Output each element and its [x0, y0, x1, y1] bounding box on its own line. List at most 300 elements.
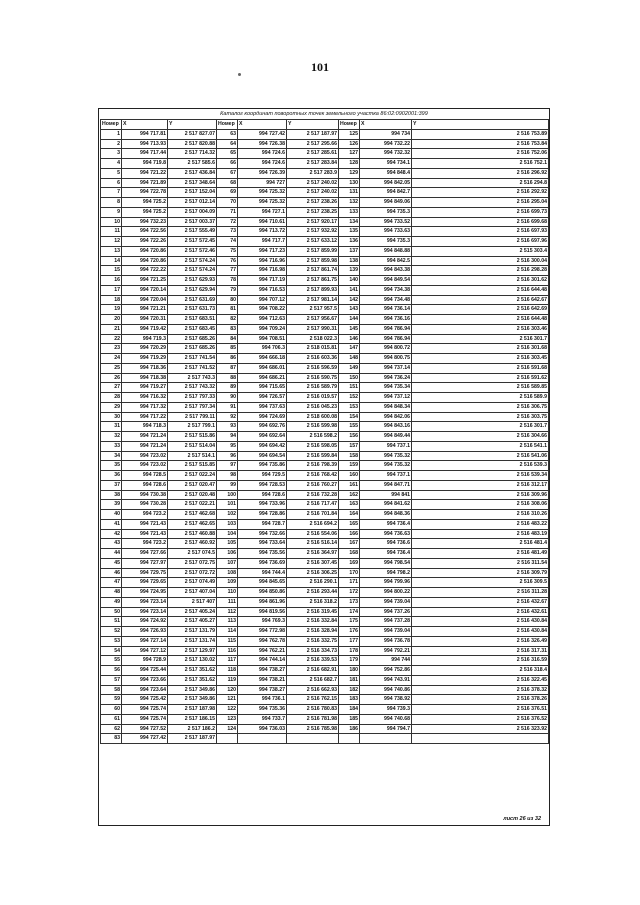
cell-number: 7: [101, 188, 122, 198]
table-row: [101, 636, 549, 646]
cell-x: 994 842.06: [360, 412, 412, 422]
cell-y: 2 516 644.48: [412, 285, 549, 295]
cell-x: 994 726.57: [238, 393, 287, 403]
cell-number: 156: [339, 432, 360, 442]
table-row: [101, 237, 549, 247]
table-row: [101, 480, 549, 490]
cell-x: 994 848.34: [360, 402, 412, 412]
cell-y: 2 517 631.69: [168, 295, 217, 305]
cell-x: 994 738.21: [238, 675, 287, 685]
cell-number: 63: [217, 129, 238, 139]
cell-x: 994 732.22: [360, 139, 412, 149]
cell-y: 2 516 644.48: [412, 315, 549, 325]
cell-y: 2 517 131.74: [168, 636, 217, 646]
cell-x: 994 723.02: [122, 461, 168, 471]
cell-y: 2 516 301.62: [412, 276, 549, 286]
cell-y: 2 516 376.51: [412, 705, 549, 715]
cell-number: 101: [217, 500, 238, 510]
cell-y: 2 516 598.2: [287, 432, 339, 442]
cell-number: 151: [339, 383, 360, 393]
cell-number: [217, 734, 238, 744]
cell-number: 6: [101, 178, 122, 188]
cell-number: 64: [217, 139, 238, 149]
cell-x: 994 849.54: [360, 276, 412, 286]
cell-x: 994 724.95: [122, 588, 168, 598]
cell-y: 2 517 460.88: [168, 529, 217, 539]
cell-number: 161: [339, 480, 360, 490]
table-row: [101, 139, 549, 149]
cell-x: 994 692.76: [238, 422, 287, 432]
cell-y: 2 516 376.52: [412, 714, 549, 724]
table-row: [101, 295, 549, 305]
cell-number: 109: [217, 578, 238, 588]
cell-y: 2 517 633.12: [287, 237, 339, 247]
cell-y: 2 517 020.47: [168, 480, 217, 490]
cell-x: 994 722.22: [122, 266, 168, 276]
cell-x: 994 713.72: [238, 227, 287, 237]
cell-x: 994 727.14: [122, 636, 168, 646]
cell-x: 994 722.56: [122, 227, 168, 237]
cell-x: 994 719.29: [122, 354, 168, 364]
cell-y: 2 516 752.06: [412, 149, 549, 159]
cell-number: 74: [217, 237, 238, 247]
cell-y: 2 516 307.45: [287, 558, 339, 568]
cell-y: 2 516 430.84: [412, 617, 549, 627]
cell-number: 19: [101, 305, 122, 315]
cell-y: 2 516 603.36: [287, 354, 339, 364]
cell-number: 90: [217, 393, 238, 403]
cell-y: 2 517 407: [168, 597, 217, 607]
table-row: [101, 646, 549, 656]
cell-number: 94: [217, 432, 238, 442]
cell-y: 2 516 699.73: [412, 207, 549, 217]
cell-number: 45: [101, 558, 122, 568]
cell-number: [339, 734, 360, 744]
cell-number: 10: [101, 217, 122, 227]
cell-x: 994 717.22: [122, 412, 168, 422]
cell-number: 113: [217, 617, 238, 627]
cell-number: 140: [339, 276, 360, 286]
cell-number: 27: [101, 383, 122, 393]
cell-y: 2 517 743.3: [168, 373, 217, 383]
coordinates-table: [100, 119, 549, 744]
cell-x: 994 727.52: [122, 724, 168, 734]
cell-x: 994 716.96: [238, 256, 287, 266]
cell-y: 2 516 301.7: [412, 422, 549, 432]
cell-y: 2 516 378.32: [412, 685, 549, 695]
cell-x: 994 736.03: [238, 724, 287, 734]
cell-number: 66: [217, 159, 238, 169]
cell-y: 2 517 514.1: [168, 451, 217, 461]
cell-y: 2 517 351.62: [168, 666, 217, 676]
table-row: [101, 354, 549, 364]
table-row: [101, 256, 549, 266]
cell-x: 994 737.26: [360, 607, 412, 617]
cell-y: 2 516 301.7: [412, 334, 549, 344]
cell-y: 2 517 743.32: [168, 383, 217, 393]
cell-number: 75: [217, 246, 238, 256]
cell-x: 994 740.86: [360, 685, 412, 695]
cell-x: 994 737.12: [360, 393, 412, 403]
cell-number: 115: [217, 636, 238, 646]
cell-y: 2 516 019.57: [287, 393, 339, 403]
cell-y: 2 516 295.04: [412, 198, 549, 208]
cell-number: 34: [101, 451, 122, 461]
cell-x: 994 734.38: [360, 285, 412, 295]
cell-number: 17: [101, 285, 122, 295]
cell-x: 994 727.12: [122, 646, 168, 656]
scan-speck: [238, 73, 241, 76]
cell-x: 994 725.2: [122, 198, 168, 208]
cell-y: 2 518 600.08: [287, 412, 339, 422]
cell-number: 160: [339, 471, 360, 481]
table-row: [101, 461, 549, 471]
cell-y: 2 516 300.04: [412, 256, 549, 266]
cell-x: 994 694.42: [238, 441, 287, 451]
table-header-row: [101, 120, 549, 130]
cell-number: 35: [101, 461, 122, 471]
cell-number: 159: [339, 461, 360, 471]
table-row: [101, 724, 549, 734]
table-row: [101, 441, 549, 451]
cell-x: 994 769.3: [238, 617, 287, 627]
cell-y: 2 517 405.27: [168, 617, 217, 627]
cell-number: 42: [101, 529, 122, 539]
cell-y: 2 517 585.6: [168, 159, 217, 169]
header-x: X: [360, 120, 412, 130]
cell-x: 994 738.27: [238, 685, 287, 695]
table-row: [101, 373, 549, 383]
cell-x: 994 737.28: [360, 617, 412, 627]
cell-y: 2 516 296.92: [412, 168, 549, 178]
table-row: [101, 305, 549, 315]
table-row: [101, 344, 549, 354]
cell-y: 2 516 697.93: [412, 227, 549, 237]
cell-x: 994 718.36: [122, 363, 168, 373]
cell-x: 994 717.81: [122, 129, 168, 139]
cell-x: 994 736.63: [360, 529, 412, 539]
cell-number: 128: [339, 159, 360, 169]
cell-y: 2 516 781.98: [287, 714, 339, 724]
cell-number: 91: [217, 402, 238, 412]
cell-number: 1: [101, 129, 122, 139]
table-row: [101, 490, 549, 500]
cell-x: 994 849.44: [360, 432, 412, 442]
cell-x: 994 719.42: [122, 324, 168, 334]
cell-x: 994 727: [238, 178, 287, 188]
cell-x: 994 736.4: [360, 549, 412, 559]
cell-number: 175: [339, 617, 360, 627]
cell-y: 2 516 697.96: [412, 237, 549, 247]
cell-x: 994 726.38: [238, 139, 287, 149]
cell-x: 994 723.64: [122, 685, 168, 695]
cell-number: 8: [101, 198, 122, 208]
cell-y: 2 517 555.49: [168, 227, 217, 237]
cell-number: 136: [339, 237, 360, 247]
cell-y: 2 516 699.68: [412, 217, 549, 227]
cell-y: 2 516 481.4: [412, 539, 549, 549]
cell-number: 83: [101, 734, 122, 744]
cell-x: 994 723.66: [122, 675, 168, 685]
cell-number: 142: [339, 295, 360, 305]
coordinate-catalog-sheet: [98, 108, 550, 826]
cell-y: 2 516 753.84: [412, 139, 549, 149]
header-y: Y: [168, 120, 217, 130]
cell-number: 46: [101, 568, 122, 578]
cell-x: 994 735.32: [360, 451, 412, 461]
cell-number: 37: [101, 480, 122, 490]
cell-y: 2 517 859.98: [287, 256, 339, 266]
cell-y: 2 516 483.19: [412, 529, 549, 539]
cell-y: 2 516 322.45: [412, 675, 549, 685]
cell-x: 994 841.62: [360, 500, 412, 510]
cell-y: 2 517 283.9: [287, 168, 339, 178]
cell-y: 2 516 541.06: [412, 451, 549, 461]
cell-number: 110: [217, 588, 238, 598]
cell-x: 994 728.86: [238, 510, 287, 520]
cell-x: 994 716.32: [122, 393, 168, 403]
table-row: [101, 510, 549, 520]
cell-x: 994 847.71: [360, 480, 412, 490]
cell-x: 994 728.9: [122, 656, 168, 666]
cell-y: 2 517 004.09: [168, 207, 217, 217]
cell-number: 119: [217, 675, 238, 685]
table-row: [101, 549, 549, 559]
cell-number: 30: [101, 412, 122, 422]
cell-y: 2 518 022.3: [287, 334, 339, 344]
cell-number: 137: [339, 246, 360, 256]
table-row: [101, 324, 549, 334]
cell-x: 994 720.04: [122, 295, 168, 305]
cell-y: 2 517 074.5: [168, 549, 217, 559]
cell-number: 26: [101, 373, 122, 383]
cell-number: 58: [101, 685, 122, 695]
cell-y: 2 517 629.93: [168, 276, 217, 286]
table-row: [101, 539, 549, 549]
cell-y: 2 517 741.52: [168, 363, 217, 373]
cell-y: 2 517 515.85: [168, 461, 217, 471]
cell-y: 2 517 981.14: [287, 295, 339, 305]
cell-y: 2 516 045.23: [287, 402, 339, 412]
cell-number: 80: [217, 295, 238, 305]
table-row: [101, 705, 549, 715]
cell-number: 33: [101, 441, 122, 451]
cell-y: 2 516 541.1: [412, 441, 549, 451]
cell-number: 167: [339, 539, 360, 549]
cell-number: 107: [217, 558, 238, 568]
cell-y: 2 516 290.1: [287, 578, 339, 588]
cell-y: 2 517 957.5: [287, 305, 339, 315]
cell-y: 2 516 516.14: [287, 539, 339, 549]
cell-number: 32: [101, 432, 122, 442]
cell-y: 2 516 554.06: [287, 529, 339, 539]
cell-x: 994 723.2: [122, 539, 168, 549]
cell-number: 166: [339, 529, 360, 539]
cell-y: 2 516 293.44: [287, 588, 339, 598]
cell-y: 2 517 685.26: [168, 344, 217, 354]
cell-y: 2 516 589.9: [412, 393, 549, 403]
cell-x: 994 721.24: [122, 432, 168, 442]
cell-x: 994 666.18: [238, 354, 287, 364]
cell-x: 994 721.89: [122, 178, 168, 188]
cell-x: 994 708.22: [238, 305, 287, 315]
cell-y: 2 516 304.66: [412, 432, 549, 442]
cell-x: 994 719.3: [122, 334, 168, 344]
cell-x: 994 736.16: [360, 315, 412, 325]
cell-number: 141: [339, 285, 360, 295]
cell-y: 2 516 432.61: [412, 607, 549, 617]
cell-x: 994 735.34: [360, 383, 412, 393]
cell-y: 2 517 351.62: [168, 675, 217, 685]
cell-x: 994 723.02: [122, 451, 168, 461]
cell-number: 114: [217, 627, 238, 637]
cell-y: 2 517 238.25: [287, 207, 339, 217]
cell-number: 133: [339, 207, 360, 217]
cell-y: 2 516 694.2: [287, 519, 339, 529]
cell-x: 994 849.06: [360, 198, 412, 208]
cell-x: 994 720.31: [122, 315, 168, 325]
cell-x: 994 762.78: [238, 636, 287, 646]
header-number: Номер: [101, 120, 122, 130]
cell-x: 994 725.32: [238, 198, 287, 208]
table-row: [101, 217, 549, 227]
cell-x: 994 736.1: [238, 695, 287, 705]
table-row: [101, 578, 549, 588]
cell-y: 2 517 152.04: [168, 188, 217, 198]
cell-x: 994 718.3: [122, 422, 168, 432]
cell-number: 108: [217, 568, 238, 578]
cell-y: 2 517 020.48: [168, 490, 217, 500]
cell-number: 22: [101, 334, 122, 344]
cell-x: 994 724.6: [238, 149, 287, 159]
cell-number: 60: [101, 705, 122, 715]
table-row: [101, 227, 549, 237]
cell-x: 994 786.94: [360, 324, 412, 334]
cell-number: 123: [217, 714, 238, 724]
cell-y: 2 517 714.32: [168, 149, 217, 159]
cell-number: 138: [339, 256, 360, 266]
cell-x: 994 735.3: [360, 237, 412, 247]
cell-x: 994 800.72: [360, 344, 412, 354]
table-row: [101, 266, 549, 276]
table-row: [101, 198, 549, 208]
cell-number: 29: [101, 402, 122, 412]
cell-number: 87: [217, 363, 238, 373]
cell-number: 36: [101, 471, 122, 481]
cell-number: 186: [339, 724, 360, 734]
cell-number: 177: [339, 636, 360, 646]
cell-number: 111: [217, 597, 238, 607]
cell-number: 2: [101, 139, 122, 149]
cell-number: 96: [217, 451, 238, 461]
cell-y: 2 517 436.84: [168, 168, 217, 178]
cell-number: 53: [101, 636, 122, 646]
cell-y: 2 516 682.7: [287, 675, 339, 685]
cell-y: 2 516 591.68: [412, 363, 549, 373]
cell-x: 994 736.4: [360, 519, 412, 529]
cell-y: 2 516 311.54: [412, 558, 549, 568]
cell-y: 2 516 642.67: [412, 295, 549, 305]
cell-number: 143: [339, 305, 360, 315]
table-row: [101, 383, 549, 393]
cell-number: 173: [339, 597, 360, 607]
cell-x: 994 706.3: [238, 344, 287, 354]
cell-number: 157: [339, 441, 360, 451]
cell-y: 2 517 861.74: [287, 266, 339, 276]
table-row: [101, 675, 549, 685]
table-row: [101, 656, 549, 666]
cell-number: 162: [339, 490, 360, 500]
cell-x: 994 799.96: [360, 578, 412, 588]
cell-x: 994 721.43: [122, 529, 168, 539]
cell-y: 2 516 323.92: [412, 724, 549, 734]
cell-x: 994 721.21: [122, 305, 168, 315]
cell-number: 18: [101, 295, 122, 305]
cell-y: 2 516 780.83: [287, 705, 339, 715]
cell-y: 2 517 130.02: [168, 656, 217, 666]
cell-x: 994 772.98: [238, 627, 287, 637]
cell-y: 2 517 572.46: [168, 246, 217, 256]
cell-y: 2 517 003.37: [168, 217, 217, 227]
cell-x: 994 739.3: [360, 705, 412, 715]
table-row: [101, 685, 549, 695]
cell-y: 2 516 328.94: [287, 627, 339, 637]
cell-x: 994 738.92: [360, 695, 412, 705]
cell-x: 994 724.92: [122, 617, 168, 627]
table-row: [101, 500, 549, 510]
cell-x: 994 686.21: [238, 373, 287, 383]
cell-y: 2 517 349.86: [168, 685, 217, 695]
cell-y: 2 516 481.49: [412, 549, 549, 559]
table-row: [101, 519, 549, 529]
cell-number: 98: [217, 471, 238, 481]
cell-number: 145: [339, 324, 360, 334]
cell-number: 112: [217, 607, 238, 617]
cell-x: 994 737.1: [360, 441, 412, 451]
cell-y: 2 516 717.47: [287, 500, 339, 510]
cell-number: 155: [339, 422, 360, 432]
cell-y: 2 516 303.46: [412, 324, 549, 334]
cell-x: 994 725.32: [238, 188, 287, 198]
cell-x: 994 845.65: [238, 578, 287, 588]
cell-x: 994 733.63: [360, 227, 412, 237]
cell-number: 16: [101, 276, 122, 286]
cell-x: 994 733.7: [238, 714, 287, 724]
cell-y: 2 516 589.85: [412, 383, 549, 393]
cell-y: 2 516 303.45: [412, 354, 549, 364]
cell-number: 9: [101, 207, 122, 217]
cell-number: 79: [217, 285, 238, 295]
cell-number: 84: [217, 334, 238, 344]
cell-y: 2 516 364.97: [287, 549, 339, 559]
cell-x: 994 709.24: [238, 324, 287, 334]
cell-number: 134: [339, 217, 360, 227]
cell-y: 2 517 285.61: [287, 149, 339, 159]
cell-x: 994 819.56: [238, 607, 287, 617]
cell-number: 169: [339, 558, 360, 568]
cell-number: 72: [217, 217, 238, 227]
cell-number: 39: [101, 500, 122, 510]
cell-x: 994 727.42: [238, 129, 287, 139]
sheet-label: лист 26 из 32: [503, 816, 541, 822]
cell-x: 994 739.04: [360, 597, 412, 607]
cell-x: 994 724.69: [238, 412, 287, 422]
cell-x: 994 734.1: [360, 159, 412, 169]
cell-x: 994 848.36: [360, 510, 412, 520]
table-row: [101, 178, 549, 188]
cell-y: 2 517 072.72: [168, 568, 217, 578]
cell-y: 2 517 683.51: [168, 315, 217, 325]
